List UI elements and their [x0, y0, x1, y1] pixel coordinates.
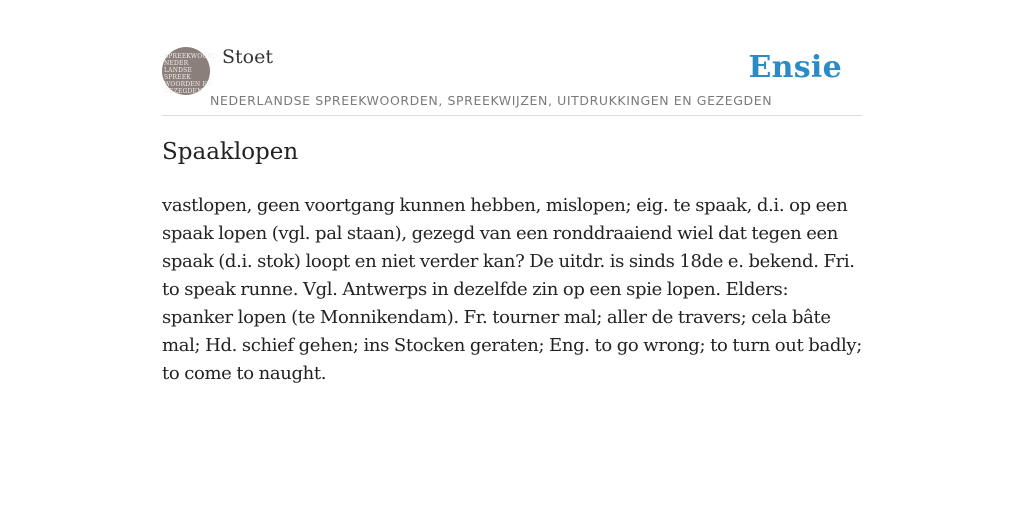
author-name[interactable]: Stoet — [222, 46, 273, 68]
avatar-text-line: GEZEGDEN — [164, 88, 203, 95]
author-avatar[interactable] — [162, 47, 218, 95]
source-subtitle[interactable]: NEDERLANDSE SPREEKWOORDEN, SPREEKWIJZEN, UITDRUKKINGEN EN GEZEGDEN — [210, 93, 773, 108]
entry-definition: vastlopen, geen voortgang kunnen hebben, mislopen; eig. te spaak, d.i. op een spaak lopen (vgl. pal staan), gezegd van een ronddraaiend wiel dat tegen een spaak (d.i. stok) loopt en niet verder kan? De uitdr. is sinds 18de e. bekend. Fri. to speak runne. Vgl. Antwerps in dezelfde zin op een spie lopen. Elders: spanker lopen (te Monnikendam). Fr. tourner mal; aller de travers; cela bâte mal; Hd. schief gehen; ins Stocken geraten; Eng. to go wrong; to turn out badly; to come to naught. — [162, 195, 862, 384]
avatar-text-line: WOORDEN EN — [164, 81, 213, 88]
avatar-text-line: NEDER — [164, 60, 189, 67]
page-container — [162, 0, 862, 384]
brand-logo-link[interactable]: Ensie — [748, 50, 842, 85]
avatar-text-line: LANDSE — [164, 67, 193, 74]
avatar-text-line: SPREEKWOORD — [164, 53, 218, 60]
header — [162, 0, 862, 116]
entry-title: Spaaklopen — [162, 139, 299, 165]
avatar-text-line: SPREEK — [164, 74, 192, 81]
